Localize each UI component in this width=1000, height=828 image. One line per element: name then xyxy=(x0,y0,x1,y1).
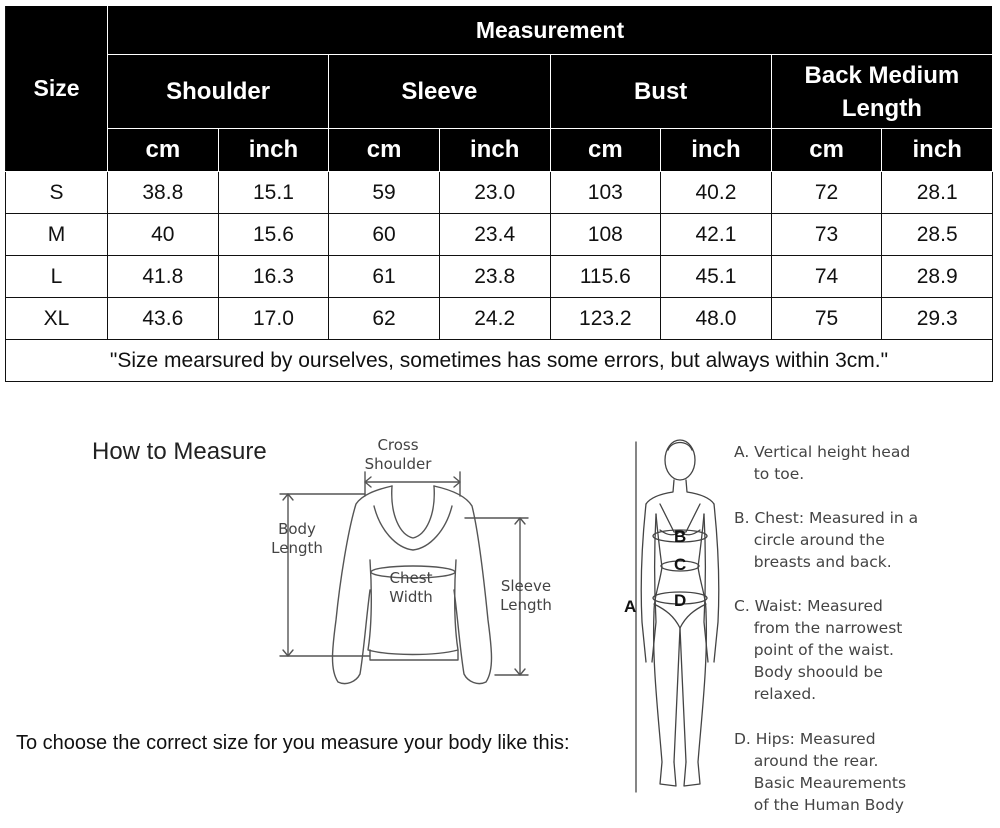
value-cell: 42.1 xyxy=(661,214,772,256)
value-cell: 15.1 xyxy=(218,172,329,214)
value-cell: 123.2 xyxy=(550,298,661,340)
legend-item-b: B. Chest: Measured in a circle around the breasts and back. xyxy=(734,509,919,571)
value-cell: 45.1 xyxy=(661,256,772,298)
unit-header: inch xyxy=(439,129,550,172)
cross-shoulder-label: Cross Shoulder xyxy=(364,436,432,473)
value-cell: 41.8 xyxy=(108,256,219,298)
size-cell: XL xyxy=(6,298,108,340)
unit-header: cm xyxy=(771,129,882,172)
size-table xyxy=(5,5,993,382)
body-letter-d: D xyxy=(674,591,687,610)
legend-item-c: C. Waist: Measured from the narrowest point of the waist. Body shoould be relaxed. xyxy=(734,597,903,703)
unit-header: inch xyxy=(218,129,329,172)
body-letter-c: C xyxy=(674,555,687,574)
value-cell: 28.5 xyxy=(882,214,993,256)
value-cell: 43.6 xyxy=(108,298,219,340)
value-cell: 23.4 xyxy=(439,214,550,256)
value-cell: 61 xyxy=(329,256,440,298)
unit-header: cm xyxy=(329,129,440,172)
value-cell: 40 xyxy=(108,214,219,256)
value-cell: 29.3 xyxy=(882,298,993,340)
table-row xyxy=(6,298,993,340)
body-letter-b: B xyxy=(674,527,687,546)
value-cell: 16.3 xyxy=(218,256,329,298)
group-header-shoulder: Shoulder xyxy=(108,55,329,129)
size-cell: S xyxy=(6,172,108,214)
size-header: Size xyxy=(6,6,108,172)
table-row xyxy=(6,214,993,256)
value-cell: 60 xyxy=(329,214,440,256)
sleeve-length-label: Sleeve Length xyxy=(500,577,552,614)
size-cell: L xyxy=(6,256,108,298)
legend-item-a: A. Vertical height head to toe. xyxy=(734,443,911,483)
group-header-back-length xyxy=(771,55,992,129)
group-header-back-length-text: Back Medium Length xyxy=(804,61,960,122)
value-cell: 15.6 xyxy=(218,214,329,256)
value-cell: 28.9 xyxy=(882,256,993,298)
table-note: "Size mearsured by ourselves, sometimes has some errors, but always within 3cm." xyxy=(6,340,993,382)
value-cell: 59 xyxy=(329,172,440,214)
how-to-measure-title: How to Measure xyxy=(92,438,267,465)
value-cell: 23.0 xyxy=(439,172,550,214)
value-cell: 38.8 xyxy=(108,172,219,214)
value-cell: 40.2 xyxy=(661,172,772,214)
unit-header: cm xyxy=(550,129,661,172)
value-cell: 108 xyxy=(550,214,661,256)
value-cell: 62 xyxy=(329,298,440,340)
legend-item-d: D. Hips: Measured around the rear. Basic Meaurements of the Human Body xyxy=(734,730,907,814)
unit-header: cm xyxy=(108,129,219,172)
value-cell: 74 xyxy=(771,256,882,298)
body-length-label: Body Length xyxy=(271,520,323,557)
value-cell: 103 xyxy=(550,172,661,214)
value-cell: 73 xyxy=(771,214,882,256)
measurement-header: Measurement xyxy=(108,6,993,55)
unit-header: inch xyxy=(882,129,993,172)
chest-width-label: Chest Width xyxy=(389,569,433,606)
value-cell: 115.6 xyxy=(550,256,661,298)
body-letter-a: A xyxy=(624,597,637,616)
table-row xyxy=(6,256,993,298)
value-cell: 23.8 xyxy=(439,256,550,298)
measurement-legend xyxy=(734,441,918,816)
value-cell: 17.0 xyxy=(218,298,329,340)
table-row xyxy=(6,172,993,214)
body-figure-illustration xyxy=(630,432,730,802)
group-header-bust: Bust xyxy=(550,55,771,129)
value-cell: 48.0 xyxy=(661,298,772,340)
value-cell: 72 xyxy=(771,172,882,214)
size-cell: M xyxy=(6,214,108,256)
choose-size-instruction: To choose the correct size for you measure your body like this: xyxy=(16,732,570,754)
group-header-sleeve: Sleeve xyxy=(329,55,550,129)
value-cell: 75 xyxy=(771,298,882,340)
value-cell: 28.1 xyxy=(882,172,993,214)
value-cell: 24.2 xyxy=(439,298,550,340)
unit-header: inch xyxy=(661,129,772,172)
